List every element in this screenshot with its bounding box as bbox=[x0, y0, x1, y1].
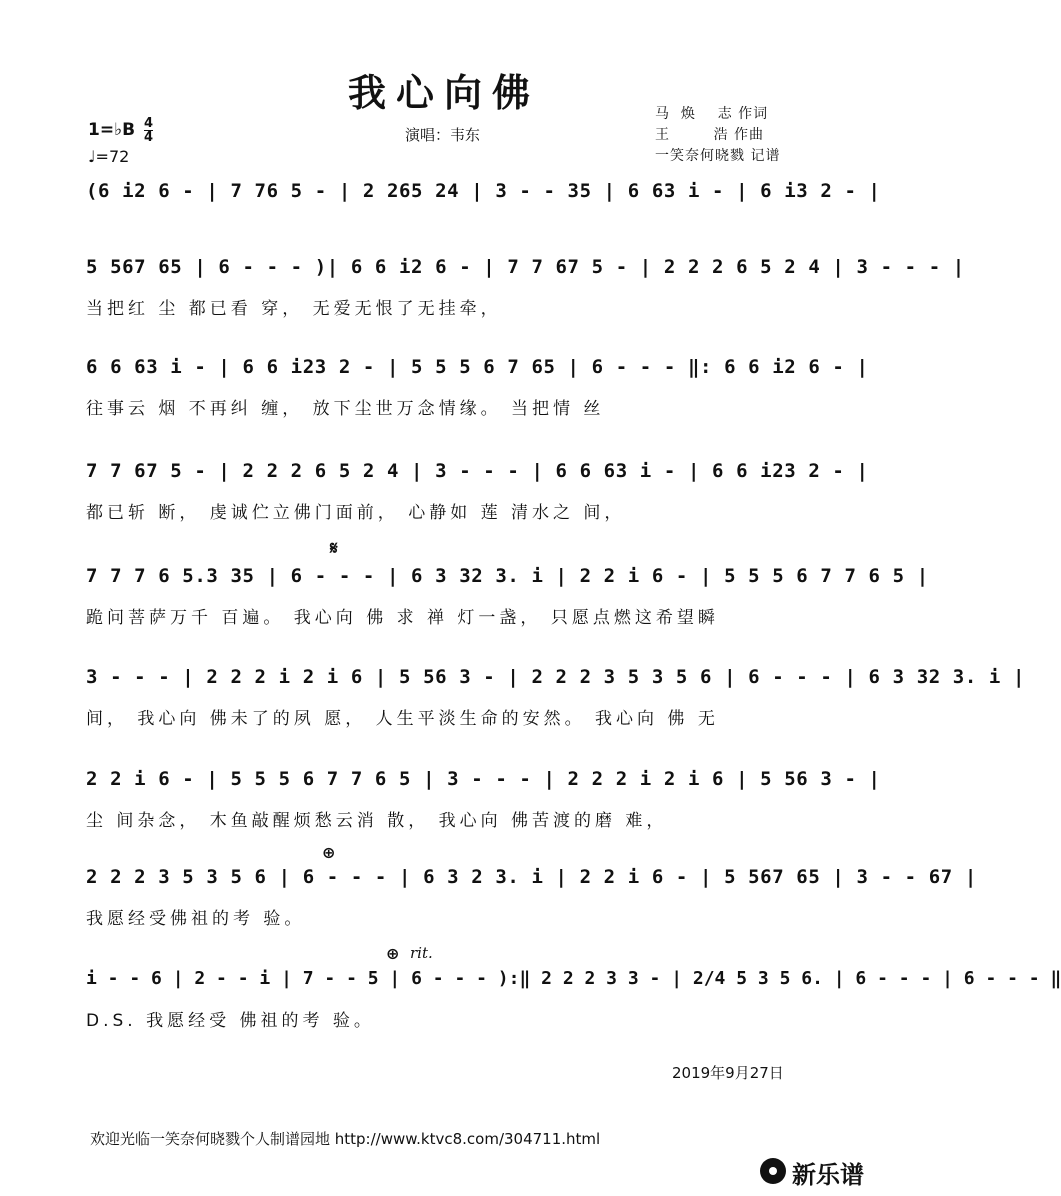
notation-line: 7 7 7 6 5.3 35 | 6 - - - | 6 3 32 3. i | 2 2 i 6 - | 5 5 5 6 7 7 6 5 | bbox=[86, 565, 929, 587]
lyrics-line: 往事云 烟 不再纠 缠， 放下尘世万念情缘。 当把情 丝 bbox=[86, 399, 605, 419]
lyrics-line: 都已斩 断， 虔诚伫立佛门面前， 心静如 莲 清水之 间， bbox=[86, 503, 626, 523]
key-signature: 1=♭B bbox=[88, 120, 136, 140]
lyrics-line: 尘 间杂念， 木鱼敲醒烦愁云消 散， 我心向 佛苦渡的磨 难， bbox=[86, 811, 668, 831]
tempo-marking: ♩=72 bbox=[88, 147, 130, 166]
vinyl-record-icon bbox=[760, 1158, 786, 1184]
score-line bbox=[86, 256, 965, 346]
notation-line: 2 2 i 6 - | 5 5 5 6 7 7 6 5 | 3 - - - | 2 2 2 i 2 i 6 | 5 56 3 - | bbox=[86, 768, 881, 790]
time-signature-bottom: 4 bbox=[144, 130, 154, 145]
singer-credit: 演唱：韦东 bbox=[405, 126, 481, 144]
coda-mark-2: ⊕ bbox=[386, 944, 400, 963]
lyrics-line: 间， 我心向 佛未了的夙 愿， 人生平淡生命的安然。 我心向 佛 无 bbox=[86, 709, 719, 729]
notation-line: 5 567 65 | 6 - - - )| 6 6 i2 6 - | 7 7 67 5 - | 2 2 2 6 5 2 4 | 3 - - - | bbox=[86, 256, 965, 278]
footer-link-text[interactable]: 欢迎光临一笑奈何晓戮个人制谱园地 http://www.ktvc8.com/304711.html bbox=[90, 1130, 601, 1148]
credits-block bbox=[655, 104, 780, 167]
notation-line: (6 i2 6 - | 7 76 5 - | 2 265 24 | 3 - - 35 | 6 63 i - | 6 i3 2 - | bbox=[86, 180, 881, 202]
page-title: 我心向佛 bbox=[347, 71, 540, 115]
score-line bbox=[86, 565, 929, 655]
time-signature bbox=[144, 117, 153, 144]
lyrics-line: 我愿经受佛祖的考 验。 bbox=[86, 909, 306, 929]
date-stamp: 2019年9月27日 bbox=[672, 1064, 784, 1082]
notation-line: i - - 6 | 2 - - i | 7 - - 5 | 6 - - - ):‖ 2 2 2 3 3 - | 2/4 5 3 5 6. | 6 - - - | 6 - - - ‖ bbox=[86, 968, 1061, 989]
lyrics-line: D.S. 我愿经受 佛祖的考 验。 bbox=[86, 1011, 375, 1031]
coda-mark: ⊕ bbox=[322, 843, 336, 862]
lyrics-line: 跪问菩萨万千 百遍。 我心向 佛 求 禅 灯一盏， 只愿点燃这希望瞬 bbox=[86, 608, 719, 628]
score-line bbox=[86, 460, 869, 550]
score-line bbox=[86, 968, 1061, 1058]
notation-line: 7 7 67 5 - | 2 2 2 6 5 2 4 | 3 - - - | 6 6 63 i - | 6 6 i23 2 - | bbox=[86, 460, 869, 482]
score-line bbox=[86, 866, 977, 956]
lyrics-line: 当把红 尘 都已看 穿， 无爱无恨了无挂牵， bbox=[86, 299, 502, 319]
segno-mark: 𝄋 bbox=[330, 538, 338, 559]
ritardando-mark: rit. bbox=[410, 944, 433, 962]
logo-text: 新乐谱 bbox=[792, 1161, 864, 1189]
site-logo[interactable] bbox=[760, 1155, 880, 1191]
lyricist-credit: 马 焕 志 作词 bbox=[655, 106, 769, 122]
notation-line: 3 - - - | 2 2 2 i 2 i 6 | 5 56 3 - | 2 2 2 3 5 3 5 6 | 6 - - - | 6 3 32 3. i | bbox=[86, 666, 1026, 688]
score-line bbox=[86, 768, 881, 858]
composer-credit: 王 浩 作曲 bbox=[655, 127, 765, 143]
notation-line: 6 6 63 i - | 6 6 i23 2 - | 5 5 5 6 7 65 | 6 - - - ‖: 6 6 i2 6 - | bbox=[86, 356, 869, 378]
score-line bbox=[86, 356, 869, 446]
score-line bbox=[86, 666, 1026, 756]
time-signature-top: 4 bbox=[144, 116, 154, 131]
notation-line: 2 2 2 3 5 3 5 6 | 6 - - - | 6 3 2 3. i | 2 2 i 6 - | 5 567 65 | 3 - - 67 | bbox=[86, 866, 977, 888]
transcriber-credit: 一笑奈何晓戮 记谱 bbox=[655, 148, 781, 164]
